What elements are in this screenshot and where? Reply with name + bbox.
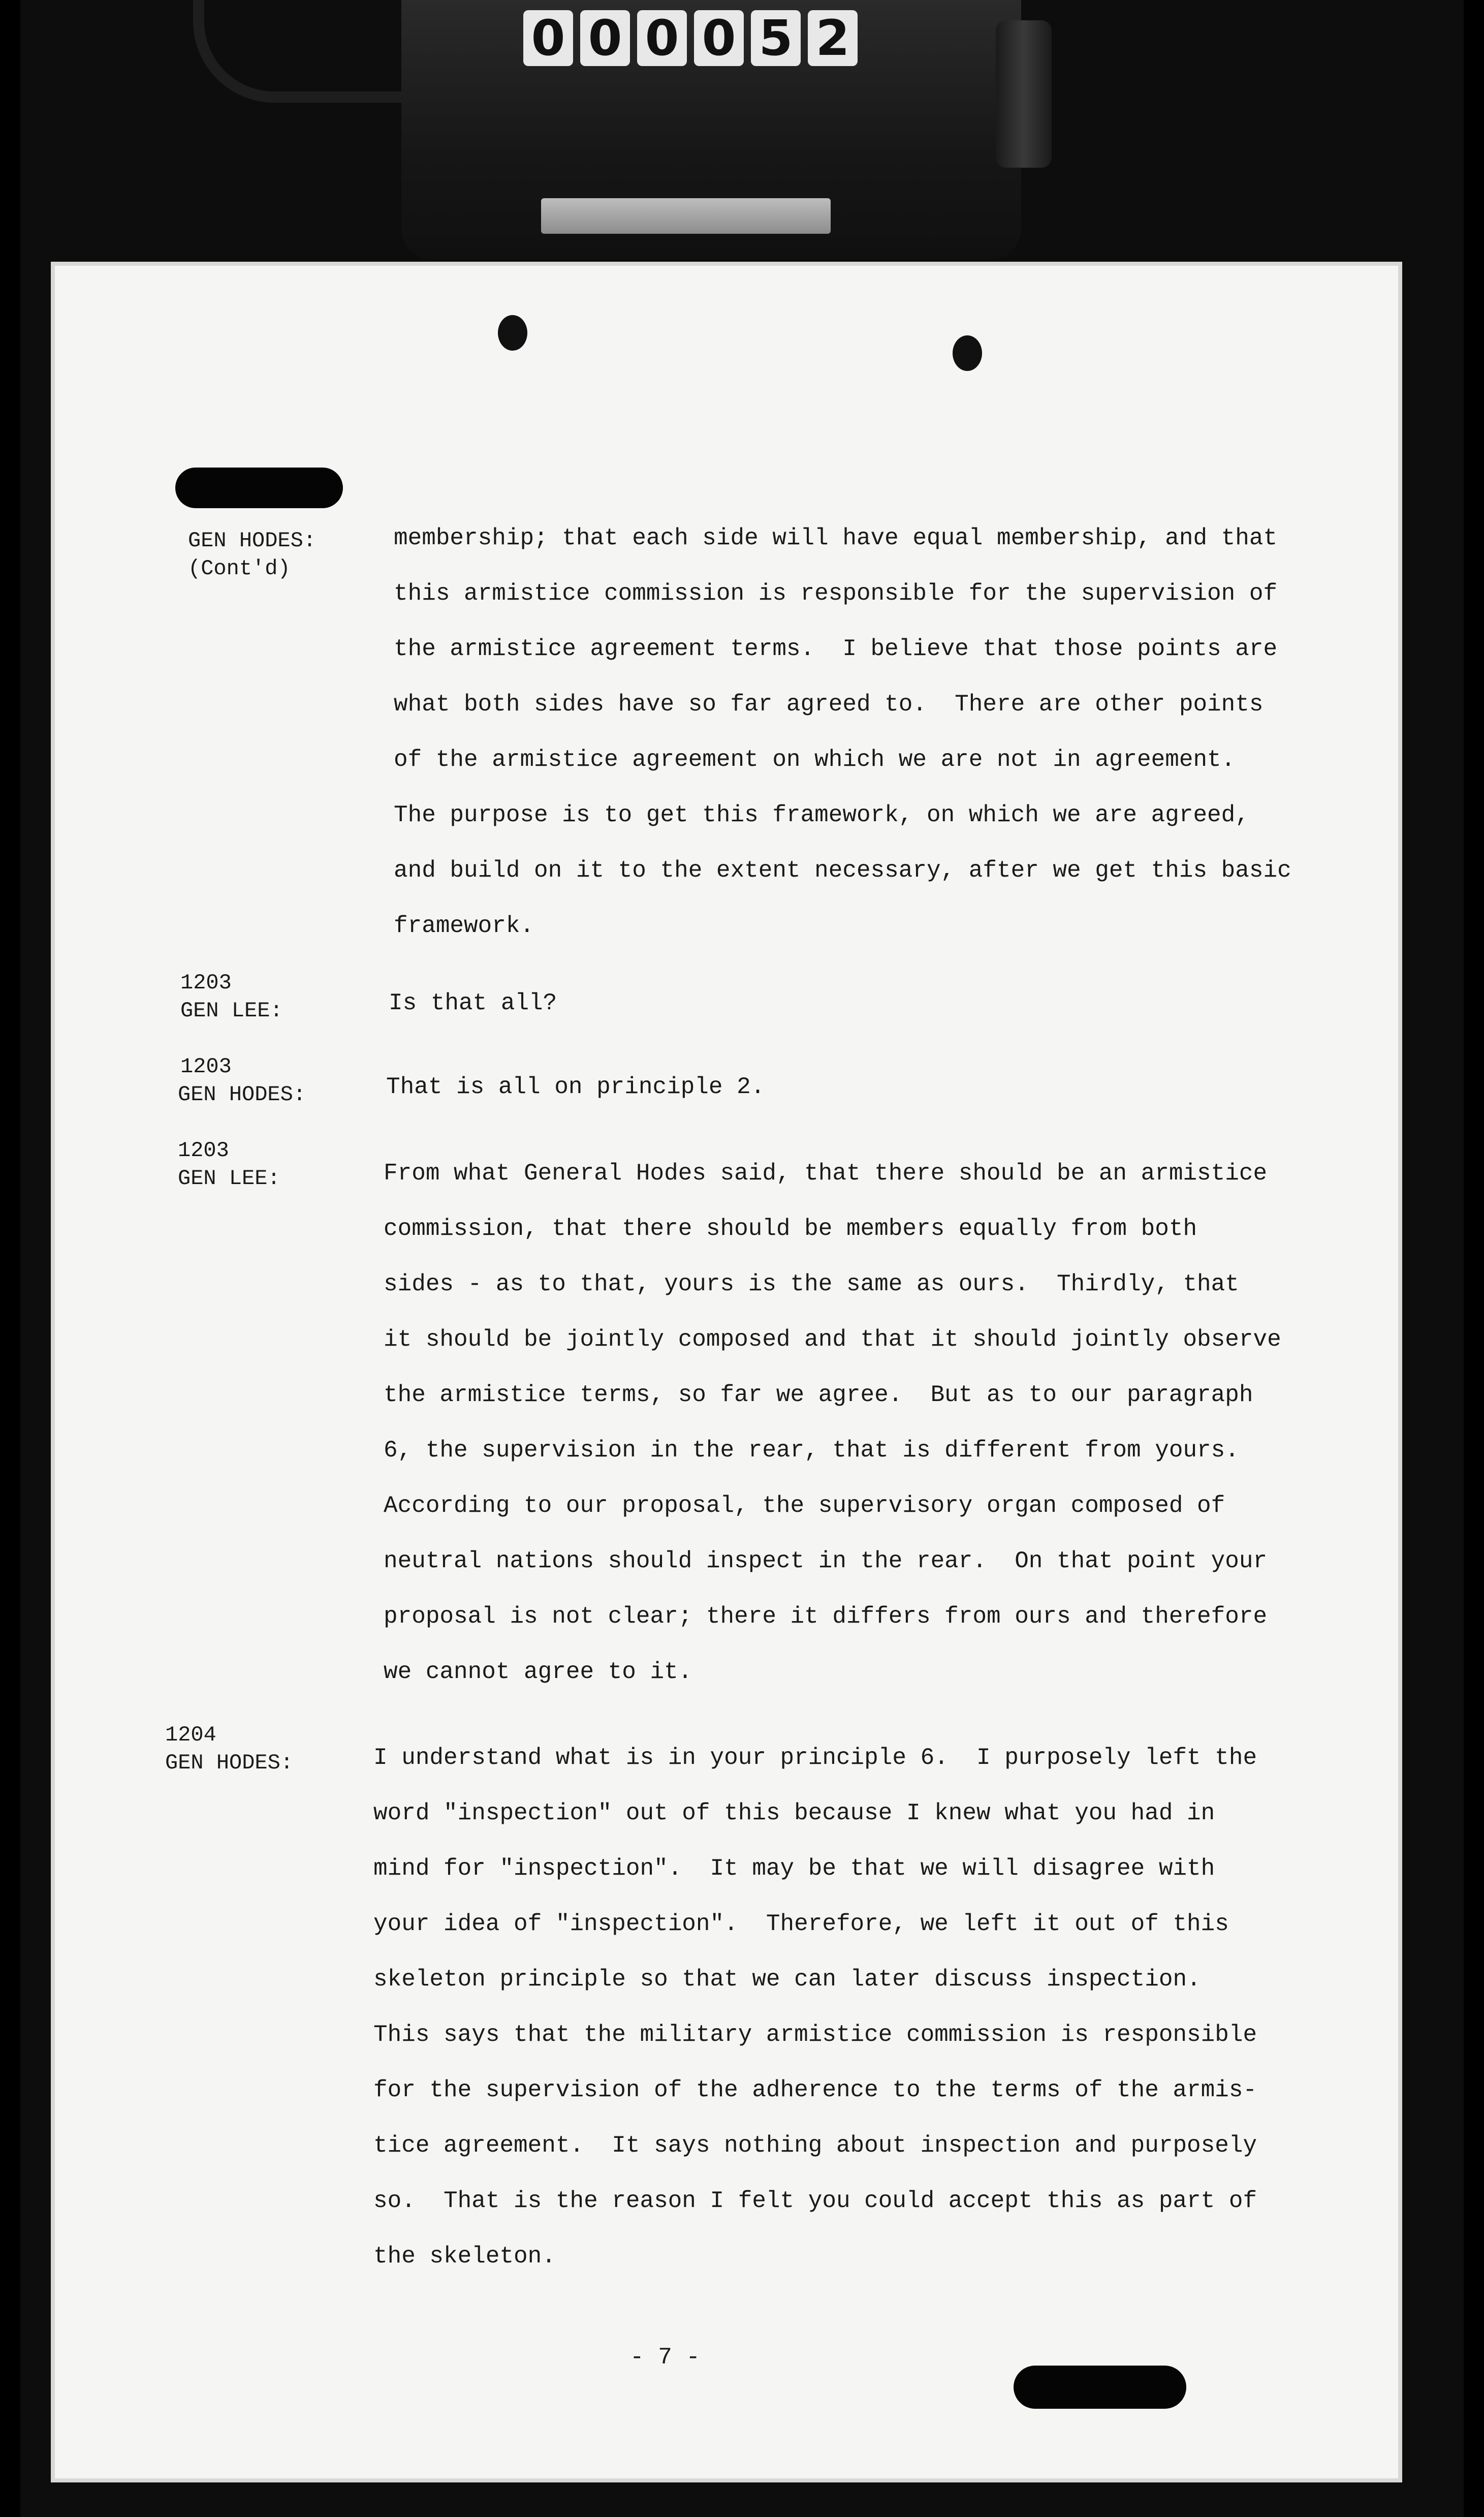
- film-edge-left: [0, 0, 20, 2517]
- text-line: your idea of "inspection". Therefore, we left it out of this: [373, 1911, 1229, 1937]
- speaker-label: GEN LEE:: [178, 1166, 280, 1191]
- text-line: tice agreement. It says nothing about inspection and purposely: [373, 2132, 1257, 2159]
- punch-hole: [498, 315, 527, 351]
- text-line: this armistice commission is responsible for the supervision of: [394, 580, 1278, 607]
- timestamp: 1203: [180, 971, 232, 995]
- text-line: framework.: [394, 913, 534, 939]
- text-line: sides - as to that, yours is the same as ours. Thirdly, that: [384, 1271, 1239, 1297]
- counter-nameplate: [541, 198, 831, 234]
- film-edge-right: [1464, 0, 1484, 2517]
- text-line: membership; that each side will have equal membership, and that: [394, 525, 1278, 551]
- speaker-note: (Cont'd): [188, 556, 291, 581]
- transcript-paragraph: [384, 1146, 1281, 1700]
- text-line: The purpose is to get this framework, on which we are agreed,: [394, 802, 1249, 828]
- counter-digit: 5: [751, 10, 801, 66]
- text-line: skeleton principle so that we can later discuss inspection.: [373, 1966, 1201, 1993]
- speaker-label: GEN HODES:: [165, 1751, 294, 1775]
- transcript-paragraph: [389, 976, 557, 1031]
- text-line: the armistice agreement terms. I believe that those points are: [394, 636, 1278, 662]
- counter-digit: 0: [523, 10, 573, 66]
- text-line: so. That is the reason I felt you could accept this as part of: [373, 2188, 1257, 2214]
- speaker-label: GEN HODES:: [178, 1082, 306, 1107]
- frame-counter: [523, 10, 858, 66]
- counter-digit: 0: [580, 10, 630, 66]
- text-line: word "inspection" out of this because I knew what you had in: [373, 1800, 1215, 1826]
- timestamp: 1203: [178, 1138, 229, 1163]
- redaction-mark: [1014, 2366, 1186, 2409]
- transcript-paragraph: [386, 1060, 765, 1115]
- page-number: - 7 -: [630, 2344, 701, 2371]
- text-line: and build on it to the extent necessary, after we get this basic: [394, 857, 1291, 884]
- speaker-label: GEN HODES:: [188, 529, 317, 553]
- text-line: Is that all?: [389, 990, 557, 1016]
- text-line: This says that the military armistice commission is responsible: [373, 2022, 1257, 2048]
- counter-digit: 0: [637, 10, 687, 66]
- text-line: it should be jointly composed and that it should jointly observe: [384, 1326, 1281, 1353]
- text-line: mind for "inspection". It may be that we will disagree with: [373, 1855, 1215, 1882]
- text-line: what both sides have so far agreed to. There are other points: [394, 691, 1264, 718]
- text-line: From what General Hodes said, that there should be an armistice: [384, 1160, 1268, 1187]
- text-line: for the supervision of the adherence to the terms of the armis-: [373, 2077, 1257, 2103]
- text-line: of the armistice agreement on which we are not in agreement.: [394, 747, 1236, 773]
- text-line: That is all on principle 2.: [386, 1074, 765, 1100]
- transcript-paragraph: [373, 1730, 1257, 2284]
- text-line: the armistice terms, so far we agree. But as to our paragraph: [384, 1382, 1253, 1408]
- counter-digit: 0: [694, 10, 744, 66]
- redaction-mark: [175, 468, 343, 508]
- transcript-paragraph: [394, 511, 1291, 954]
- text-line: we cannot agree to it.: [384, 1659, 692, 1685]
- text-line: 6, the supervision in the rear, that is different from yours.: [384, 1437, 1239, 1464]
- text-line: commission, that there should be members equally from both: [384, 1216, 1197, 1242]
- speaker-label: GEN LEE:: [180, 999, 283, 1023]
- counter-knob: [996, 20, 1052, 168]
- text-line: According to our proposal, the supervisory organ composed of: [384, 1493, 1225, 1519]
- text-line: proposal is not clear; there it differs from ours and therefore: [384, 1603, 1268, 1630]
- punch-hole: [953, 335, 982, 371]
- text-line: the skeleton.: [373, 2243, 556, 2270]
- document-page: [51, 262, 1402, 2482]
- counter-digit: 2: [808, 10, 858, 66]
- text-line: neutral nations should inspect in the rear. On that point your: [384, 1548, 1268, 1574]
- timestamp: 1204: [165, 1723, 216, 1747]
- timestamp: 1203: [180, 1054, 232, 1079]
- text-line: I understand what is in your principle 6. I purposely left the: [373, 1745, 1257, 1771]
